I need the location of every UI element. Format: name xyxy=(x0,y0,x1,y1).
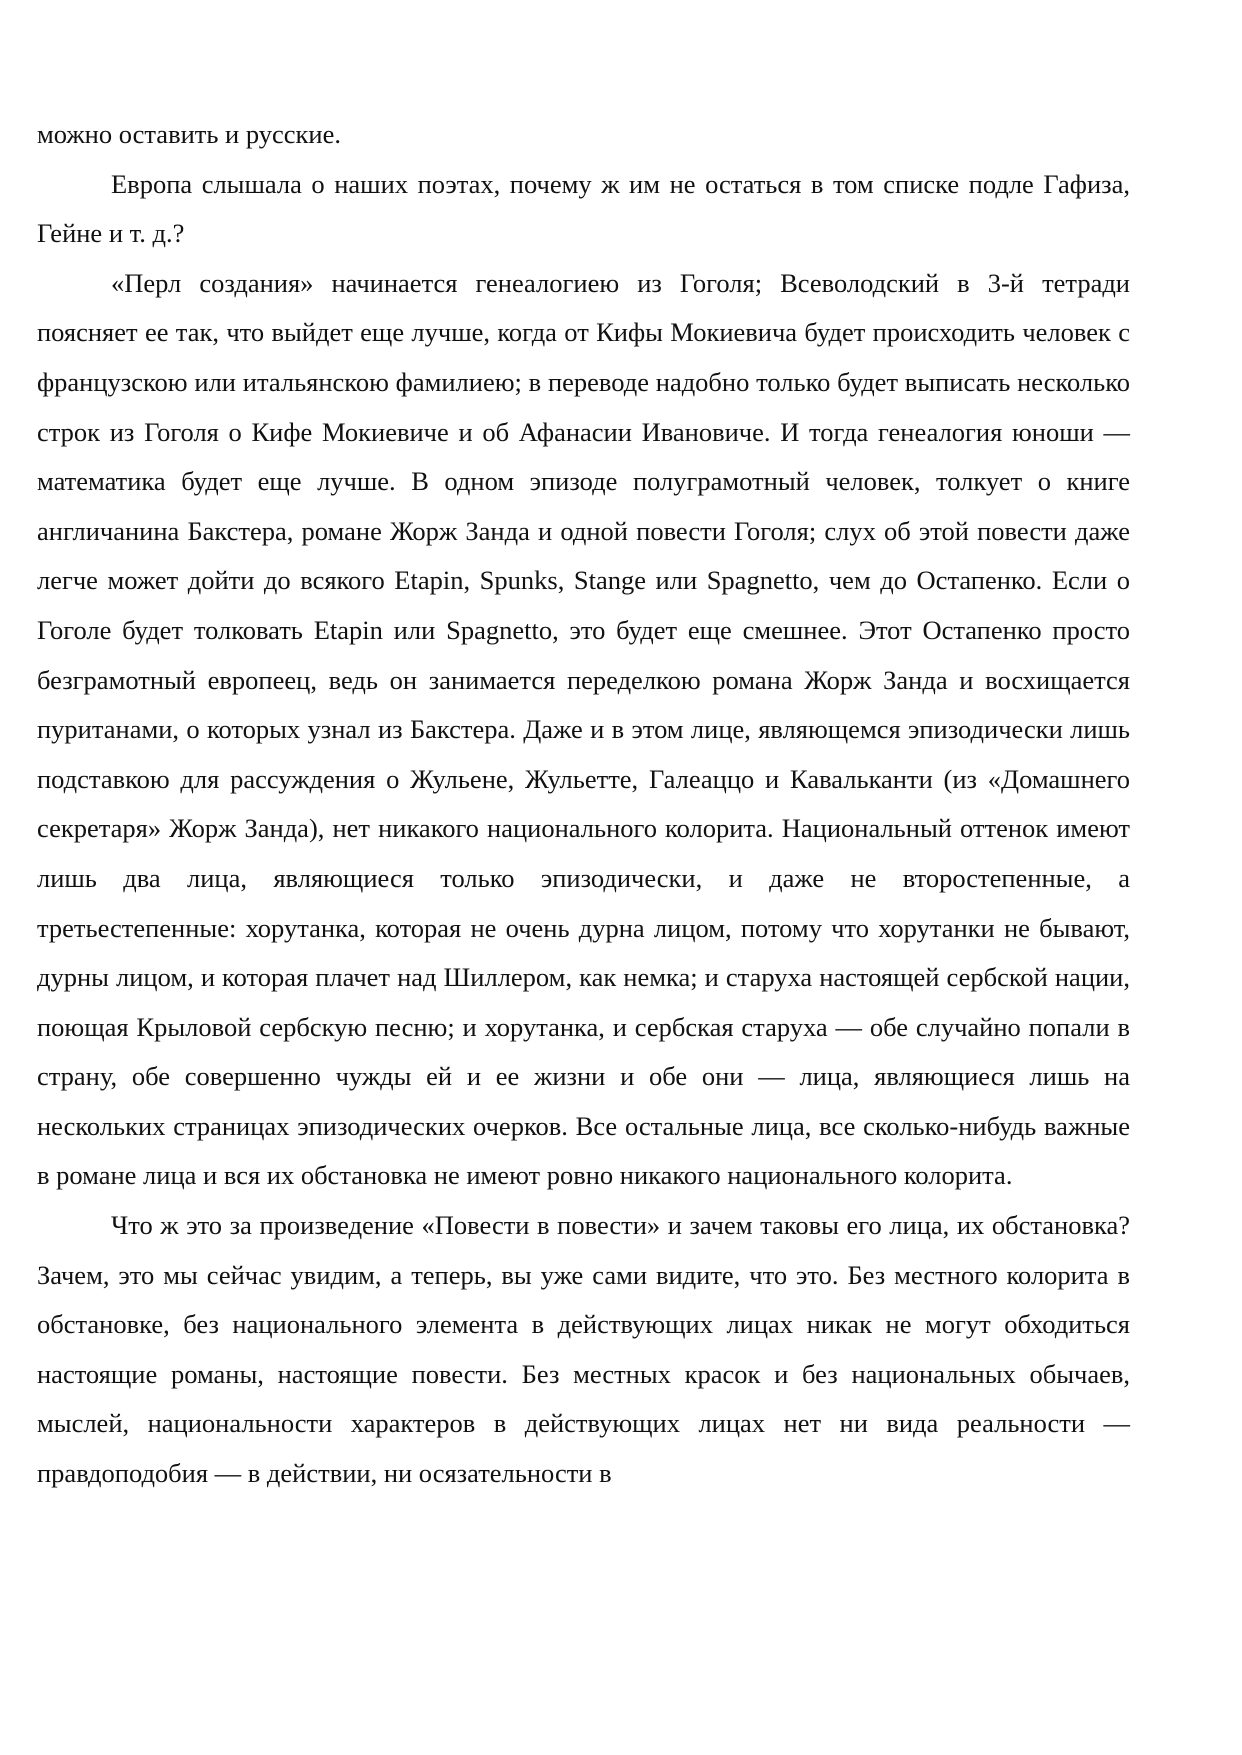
document-page xyxy=(37,110,1130,1499)
paragraph-continuation: можно оставить и русские. xyxy=(37,119,341,149)
paragraph-povesti-v-povesti: Что ж это за произведение «Повести в повести» и зачем таковы его лица, их обстановка? Зачем, это мы сейчас увидим, а теперь, вы уже сами видите, что это. Без местного колорита в обстановке, без национального элемента в действующих лицах никак не могут обходиться настоящие романы, настоящие повести. Без местных красок и без национальных обычаев, мыслей, национальности характеров в действующих лицах нет ни вида реальности — правдоподобия — в действии, ни осязательности в xyxy=(37,1210,1130,1489)
paragraph-europe-poets: Европа слышала о наших поэтах, почему ж им не остаться в том списке подле Гафиза, Гейне и т. д.? xyxy=(37,168,1130,249)
paragraph-perl-sozdaniya: «Перл создания» начинается генеалогиею из Гоголя; Всеволодский в 3-й тетради поясняет ее так, что выйдет еще лучше, когда от Кифы Мокиевича будет происходить человек с французскою или итальянскою фамилиею; в переводе надобно только будет выписать несколько строк из Гоголя о Кифе Мокиевиче и об Афанасии Ивановиче. И тогда генеалогия юноши — математика будет еще лучше. В одном эпизоде полуграмотный человек, толкует о книге англичанина Бакстера, романе Жорж Занда и одной повести Гоголя; слух об этой повести даже легче может дойти до всякого Etapin, Spunks, Stange или Spagnetto, чем до Остапенко. Если о Гоголе будет толковать Etapin или Spagnetto, это будет еще смешнее. Этот Остапенко просто безграмотный европеец, ведь он занимается переделкою романа Жорж Занда и восхищается пуританами, о которых узнал из Бакстера. Даже и в этом лице, являющемся эпизодически лишь подставкою для рассуждения о Жульене, Жульетте, Галеаццо и Кавальканти (из «Домашнего секретаря» Жорж Занда), нет никакого национального колорита. Национальный оттенок имеют лишь два лица, являющиеся только эпизодически, и даже не второстепенные, а третьестепенные: хорутанка, которая не очень дурна лицом, потому что хорутанки не бывают, дурны лицом, и которая плачет над Шиллером, как немка; и старуха настоящей сербской нации, поющая Крыловой сербскую песню; и хорутанка, и сербская старуха — обе случайно попали в страну, обе совершенно чужды ей и ее жизни и обе они — лица, являющиеся лишь на нескольких страницах эпизодических очерков. Все остальные лица, все сколько-нибудь важные в романе лица и вся их обстановка не имеют ровно никакого национального колорита. xyxy=(37,267,1130,1191)
